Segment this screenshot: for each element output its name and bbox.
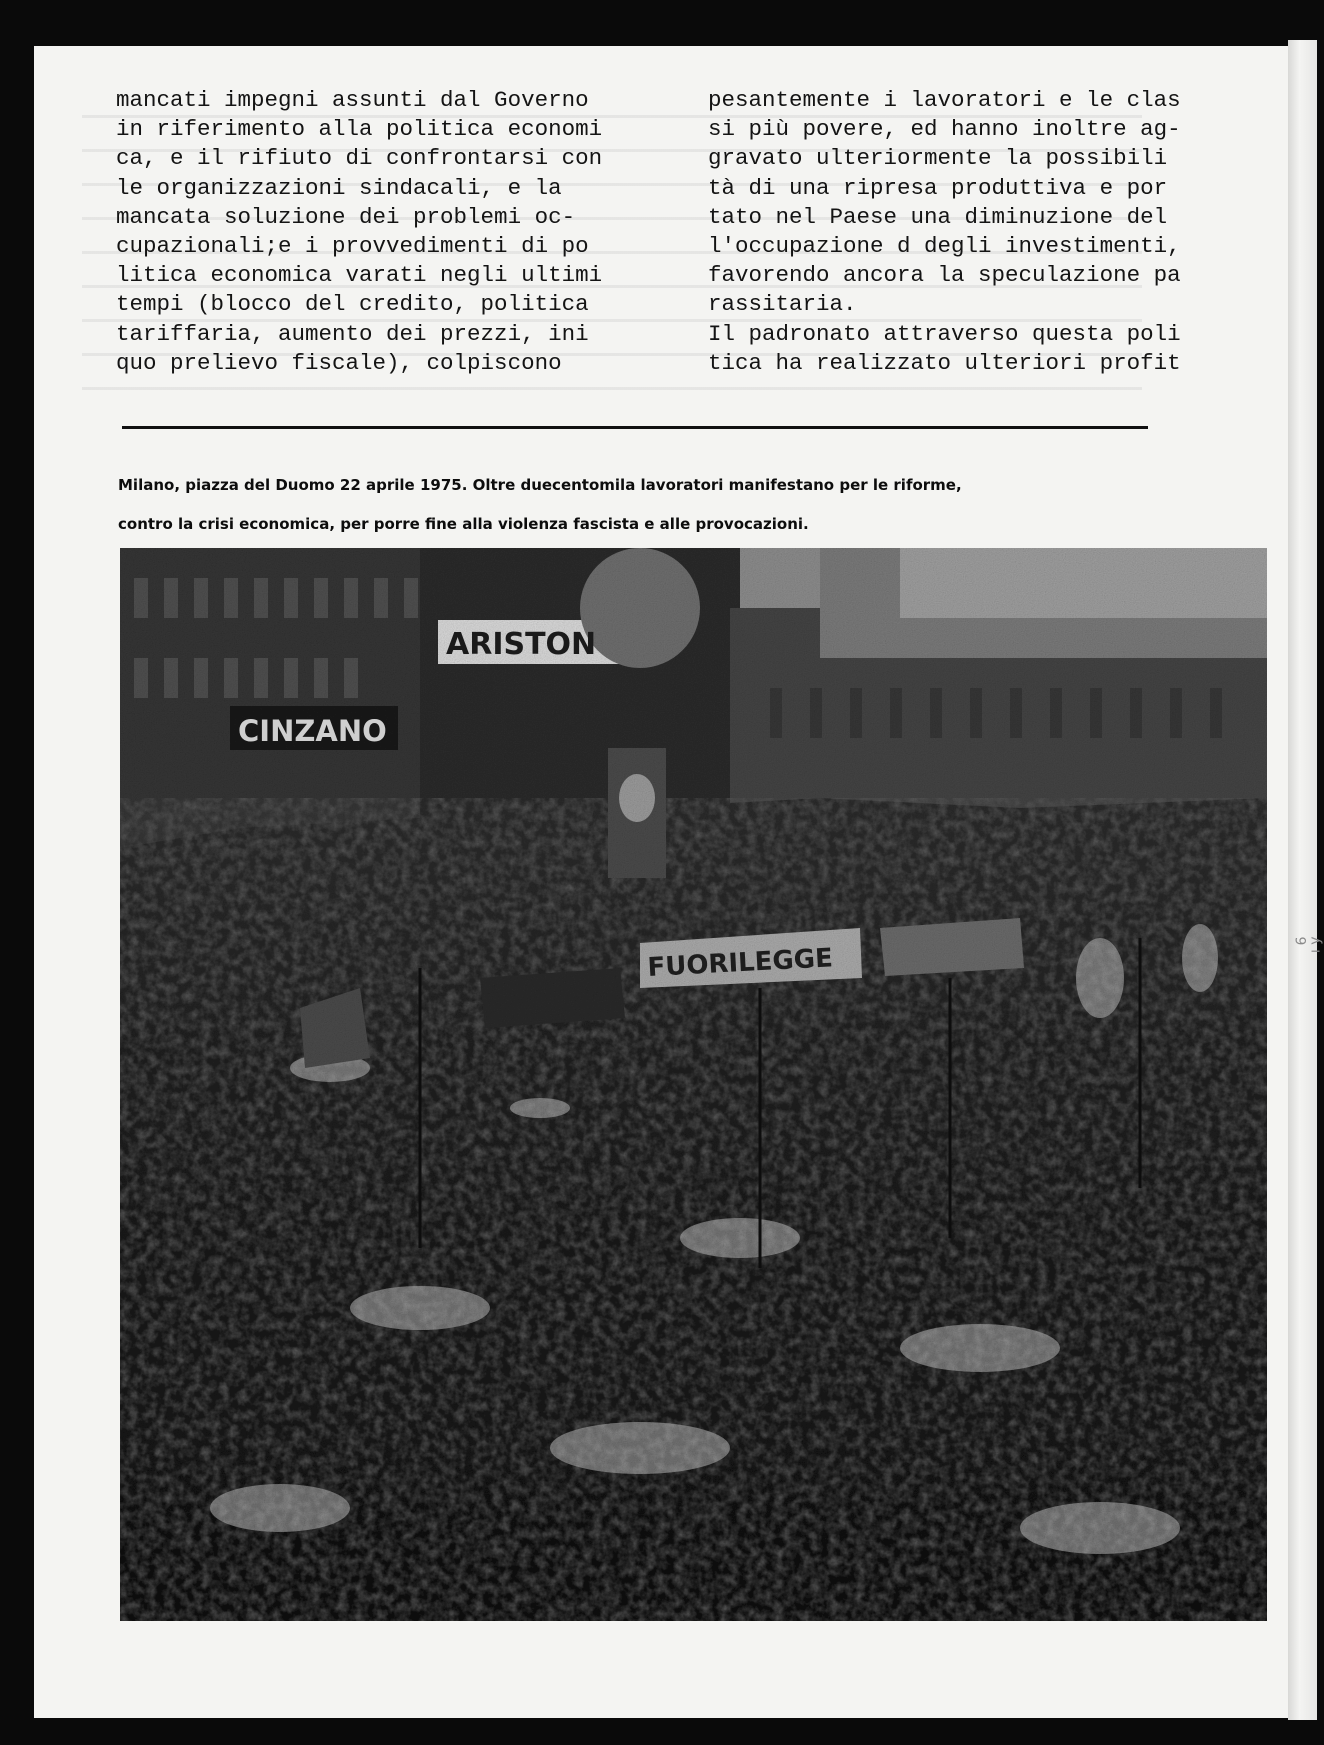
text-line: in riferimento alla politica economi (116, 116, 603, 143)
text-line: tempi (blocco del credito, politica (116, 291, 589, 318)
text-line: favorendo ancora la speculazione pa (708, 262, 1181, 289)
text-line: rassitaria. (708, 291, 857, 318)
crowd-photo-illustration (120, 548, 1267, 1621)
text-line: gravato ulteriormente la possibili (708, 145, 1168, 172)
text-line: mancata soluzione dei problemi oc- (116, 203, 576, 230)
crowd-photo (120, 548, 1267, 1621)
caption-line: Milano, piazza del Duomo 22 aprile 1975. Oltre duecentomila lavoratori manifestano per le riforme, (118, 476, 962, 494)
fuorilegge-banner-text: FUORILEGGE (646, 943, 834, 983)
text-line: tà di una ripresa produttiva e por (708, 174, 1168, 201)
section-divider (122, 426, 1148, 429)
text-line: litica economica varati negli ultimi (116, 262, 603, 289)
text-line: le organizzazioni sindacali, e la (116, 174, 562, 201)
text-line: tariffaria, aumento dei prezzi, ini (116, 320, 589, 347)
cinzano-sign-text: CINZANO (238, 714, 387, 748)
text-line: tato nel Paese una diminuzione del (708, 203, 1168, 230)
text-line: pesantemente i lavoratori e le clas (708, 87, 1181, 113)
photo-caption (118, 466, 1128, 544)
text-line: quo prelievo fiscale), colpiscono (116, 349, 562, 376)
ariston-sign-text: ARISTON (446, 627, 597, 662)
text-line: cupazionali;e i provvedimenti di po (116, 233, 589, 260)
text-line: l'occupazione d degli investimenti, (708, 233, 1181, 260)
text-line: tica ha realizzato ulteriori profit (708, 349, 1181, 376)
caption-line: contro la crisi economica, per porre fine alla violenza fascista e alle provocazioni. (118, 515, 809, 533)
text-line: si più povere, ed hanno inoltre ag- (708, 116, 1181, 143)
text-line: mancati impegni assunti dal Governo (116, 87, 589, 113)
page-edge (1288, 40, 1317, 1720)
text-column-left (116, 86, 671, 378)
edge-mark: ʎ ı 9 (1291, 936, 1324, 954)
text-line: ca, e il rifiuto di confrontarsi con (116, 145, 603, 172)
text-line: Il padronato attraverso questa poli (708, 320, 1181, 347)
text-column-right (708, 86, 1253, 378)
